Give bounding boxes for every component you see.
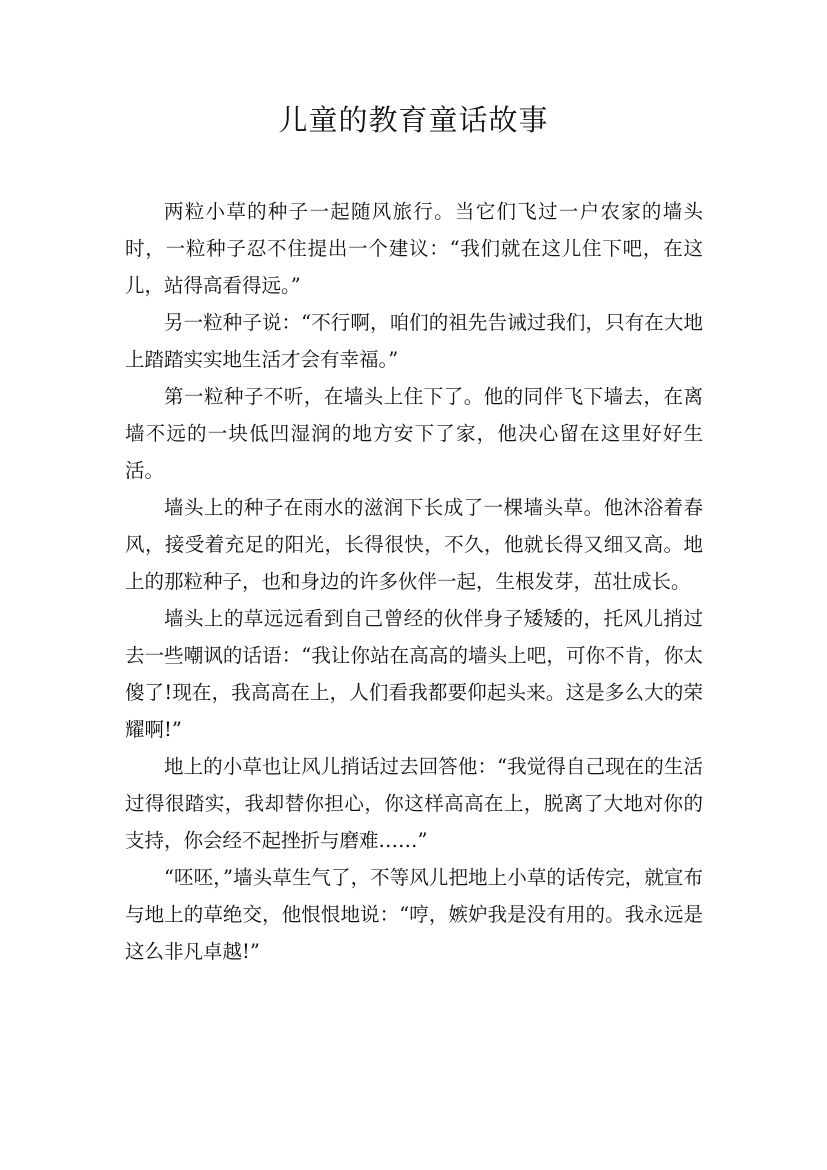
paragraph: 另一粒种子说：“不行啊，咱们的祖先告诫过我们，只有在大地上踏踏实实地生活才会有幸福。” (125, 311, 703, 371)
paragraph: 墙头上的种子在雨水的滋润下长成了一棵墙头草。他沐浴着春风，接受着充足的阳光，长得很快，不久，他就长得又细又高。地上的那粒种子，也和身边的许多伙伴一起，生根发芽，茁壮成长。 (125, 496, 703, 593)
paragraph: 两粒小草的种子一起随风旅行。当它们飞过一户农家的墙头时，一粒种子忍不住提出一个建议：“我们就在这儿住下吧，在这儿，站得高看得远。” (125, 200, 703, 297)
paragraph: “呸呸，”墙头草生气了，不等风儿把地上小草的话传完，就宣布与地上的草绝交，他恨恨地说：“哼，嫉妒我是没有用的。我永远是这么非凡卓越!” (125, 866, 703, 963)
paragraph: 第一粒种子不听，在墙头上住下了。他的同伴飞下墙去，在离墙不远的一块低凹湿润的地方安下了家，他决心留在这里好好生活。 (125, 385, 703, 482)
document-title: 儿童的教育童话故事 (278, 103, 549, 137)
paragraph: 墙头上的草远远看到自己曾经的伙伴身子矮矮的，托风儿捎过去一些嘲讽的话语：“我让你站在高高的墙头上吧，可你不肯，你太傻了!现在，我高高在上，人们看我都要仰起头来。这是多么大的荣耀啊!” (125, 607, 703, 741)
paragraph: 地上的小草也让风儿捎话过去回答他：“我觉得自己现在的生活过得很踏实，我却替你担心，你这样高高在上，脱离了大地对你的支持，你会经不起挫折与磨难……” (125, 755, 703, 852)
document-body (125, 193, 703, 970)
